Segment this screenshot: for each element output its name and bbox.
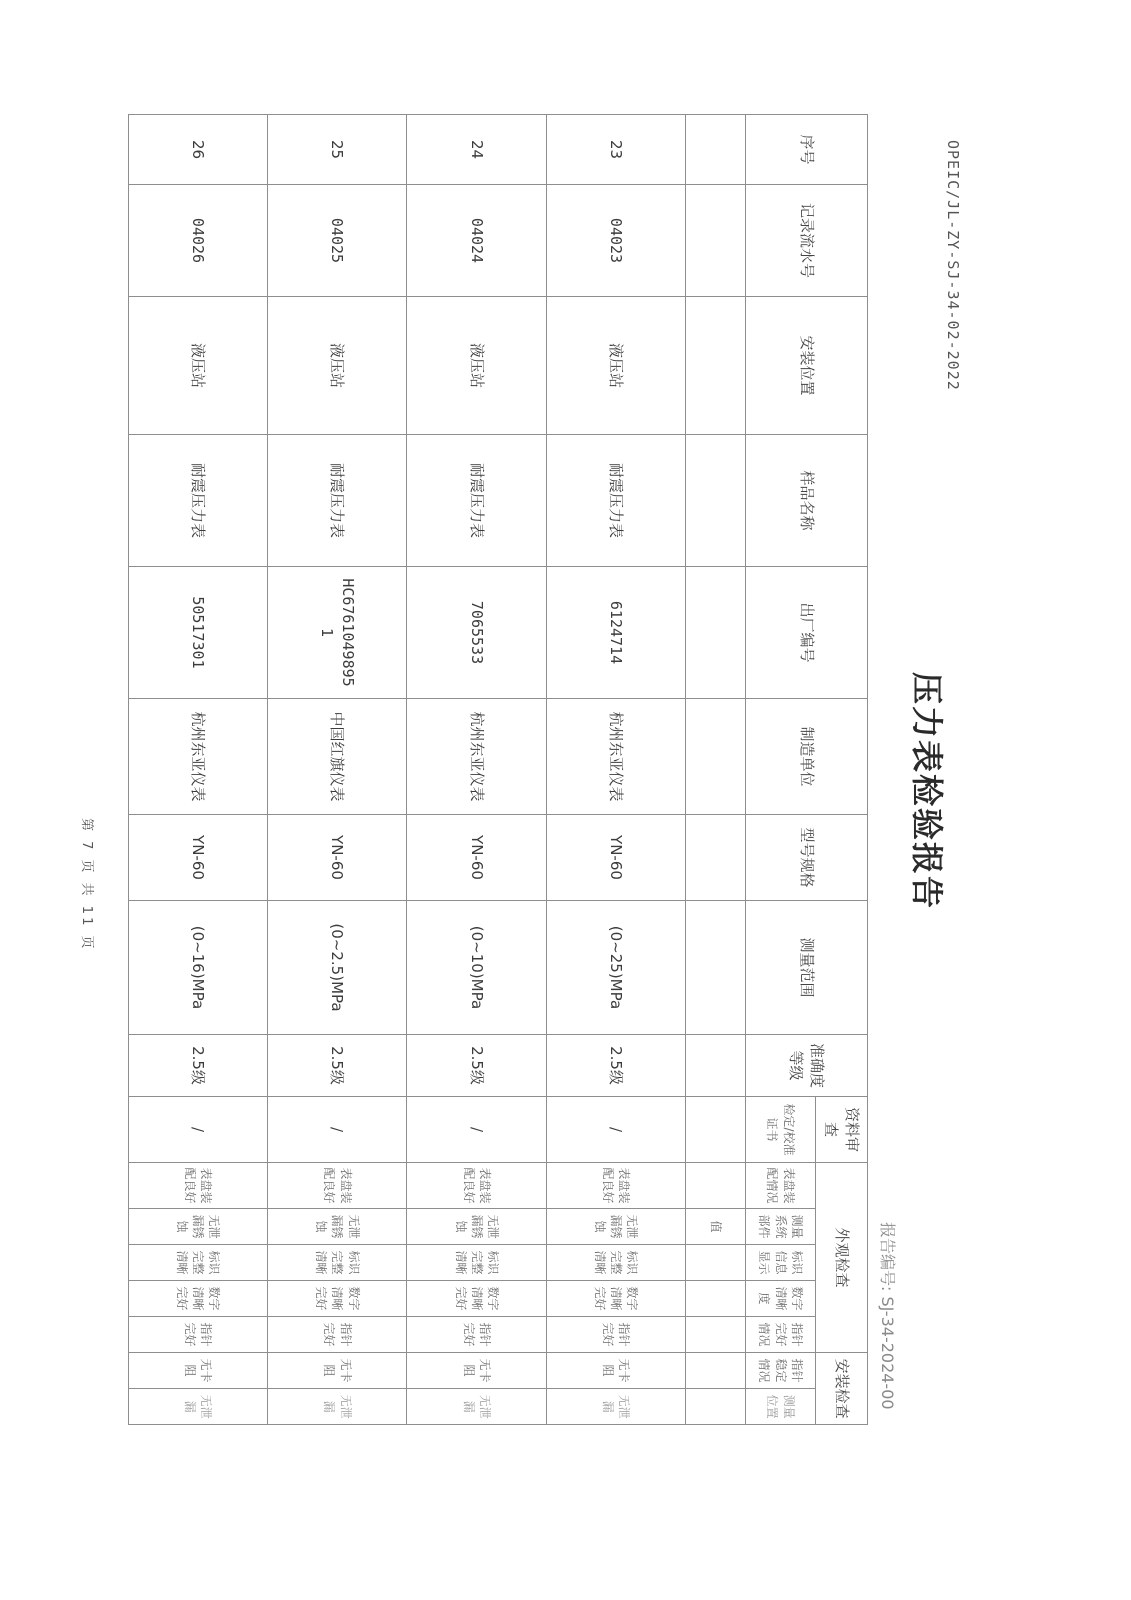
cell-app-c4: 数字清晰完好 [268,1281,407,1317]
cell-record-no: 04025 [268,185,407,297]
cell-doc-review: / [546,1097,685,1163]
header-app-c3: 标识信息显示 [746,1245,816,1281]
header-seq: 序号 [746,115,868,185]
cell-manufacturer: 杭州东亚仪表 [407,699,546,815]
cell-range: (0~10)MPa [407,901,546,1035]
spacer-cell [686,1389,746,1425]
spacer-cell [686,1035,746,1097]
spacer-cell [686,815,746,901]
table-row [129,115,268,1425]
cell-install-location: 液压站 [407,297,546,435]
cell-app-c4: 数字清晰完好 [407,1281,546,1317]
header-model: 型号规格 [746,815,868,901]
cell-app-c3: 标识完整清晰 [546,1245,685,1281]
cell-serial-no: 7065533 [407,567,546,699]
report-number [877,1222,900,1410]
table-row [546,115,685,1425]
spacer-cell [686,115,746,185]
cell-app-c5: 指针完好 [129,1317,268,1353]
header-inst-c1: 指针稳定情况 [746,1353,816,1389]
header-app-c4: 数字清晰度 [746,1281,816,1317]
cell-app-c4: 数字清晰完好 [546,1281,685,1317]
cell-accuracy: 2.5级 [546,1035,685,1097]
cell-serial-no: HC6761049895 1 [268,567,407,699]
inspection-table [128,114,868,1425]
cell-product-name: 耐震压力表 [407,435,546,567]
cell-model: YN-60 [268,815,407,901]
cell-app-c3: 标识完整清晰 [407,1245,546,1281]
cell-inst-c1: 无卡阻 [268,1353,407,1389]
page-title: 压力表检验报告 [908,672,946,911]
cell-app-c1: 表盘装配良好 [407,1163,546,1209]
cell-app-c5: 指针完好 [546,1317,685,1353]
cell-range: (0~16)MPa [129,901,268,1035]
spacer-row [686,115,746,1425]
report-number-value: SJ-34-2024-00 [878,1296,897,1410]
spacer-cell [686,435,746,567]
header-product-name: 样品名称 [746,435,868,567]
cell-serial-no: 50517301 [129,567,268,699]
page-footer: 第 7 页 共 11 页 [79,818,94,952]
cell-record-no: 04023 [546,185,685,297]
cell-inst-c1: 无卡阻 [407,1353,546,1389]
cell-serial-no: 6124714 [546,567,685,699]
cell-inst-c1: 无卡阻 [129,1353,268,1389]
cell-record-no: 04026 [129,185,268,297]
header-app-c2: 测量系统部件 [746,1209,816,1245]
cell-accuracy: 2.5级 [268,1035,407,1097]
spacer-cell [686,699,746,815]
cell-inst-c2: 无泄漏 [546,1389,685,1425]
header-install-location: 安装位置 [746,297,868,435]
cell-seq: 24 [407,115,546,185]
cell-app-c2: 无泄漏锈蚀 [129,1209,268,1245]
header-manufacturer: 制造单位 [746,699,868,815]
cell-app-c1: 表盘装配良好 [546,1163,685,1209]
cell-model: YN-60 [129,815,268,901]
cell-doc-review: / [268,1097,407,1163]
spacer-cell [686,1317,746,1353]
cell-app-c2: 无泄漏锈蚀 [546,1209,685,1245]
spacer-cell [686,1281,746,1317]
header-inst-c2: 测量位置 [746,1389,816,1425]
cell-doc-review: / [129,1097,268,1163]
cell-install-location: 液压站 [129,297,268,435]
cell-app-c2: 无泄漏锈蚀 [268,1209,407,1245]
cell-app-c4: 数字清晰完好 [129,1281,268,1317]
report-number-label: 报告编号: [878,1222,897,1292]
spacer-cell [686,1353,746,1389]
cell-app-c1: 表盘装配良好 [268,1163,407,1209]
document-code: OPEIC/JL-ZY-SJ-34-02-2022 [944,140,962,391]
table-row [407,115,546,1425]
cell-app-c5: 指针完好 [268,1317,407,1353]
header-app-c1: 表盘装配情况 [746,1163,816,1209]
cell-inst-c1: 无卡阻 [546,1353,685,1389]
cell-range: (0~25)MPa [546,901,685,1035]
cell-record-no: 04024 [407,185,546,297]
cell-manufacturer: 中国红旗仪表 [268,699,407,815]
cell-app-c2: 无泄漏锈蚀 [407,1209,546,1245]
cell-inst-c2: 无泄漏 [129,1389,268,1425]
spacer-cell [686,297,746,435]
header-record-no: 记录流水号 [746,185,868,297]
cell-seq: 26 [129,115,268,185]
spacer-cell [686,901,746,1035]
cell-product-name: 耐震压力表 [546,435,685,567]
cell-inst-c2: 无泄漏 [407,1389,546,1425]
header-appearance: 外观检查 [816,1163,868,1353]
header-range: 测量范围 [746,901,868,1035]
cell-model: YN-60 [546,815,685,901]
cell-seq: 23 [546,115,685,185]
table-row [268,115,407,1425]
header-install-check: 安装检查 [816,1353,868,1425]
cell-doc-review: / [407,1097,546,1163]
header-serial-no: 出厂编号 [746,567,868,699]
cell-app-c3: 标识完整清晰 [268,1245,407,1281]
cell-install-location: 液压站 [268,297,407,435]
spacer-cell [686,567,746,699]
report-table-container [128,114,868,1419]
cell-app-c5: 指针完好 [407,1317,546,1353]
spacer-cell [686,185,746,297]
cell-app-c3: 标识完整清晰 [129,1245,268,1281]
header-accuracy: 准确度等级 [746,1035,868,1097]
cell-seq: 25 [268,115,407,185]
cell-accuracy: 2.5级 [129,1035,268,1097]
spacer-cell [686,1097,746,1163]
spacer-note: 值 [686,1209,746,1245]
cell-product-name: 耐震压力表 [129,435,268,567]
cell-manufacturer: 杭州东亚仪表 [129,699,268,815]
cell-model: YN-60 [407,815,546,901]
header-doc-review: 资料审查 [816,1097,868,1163]
header-doc-review-sub: 检定/校准证书 [746,1097,816,1163]
cell-product-name: 耐震压力表 [268,435,407,567]
cell-range: (0~2.5)MPa [268,901,407,1035]
spacer-cell [686,1245,746,1281]
cell-inst-c2: 无泄漏 [268,1389,407,1425]
cell-app-c1: 表盘装配良好 [129,1163,268,1209]
cell-install-location: 液压站 [546,297,685,435]
header-app-c5: 指针完好情况 [746,1317,816,1353]
cell-accuracy: 2.5级 [407,1035,546,1097]
cell-manufacturer: 杭州东亚仪表 [546,699,685,815]
header-row-1 [816,115,868,1425]
spacer-cell [686,1163,746,1209]
